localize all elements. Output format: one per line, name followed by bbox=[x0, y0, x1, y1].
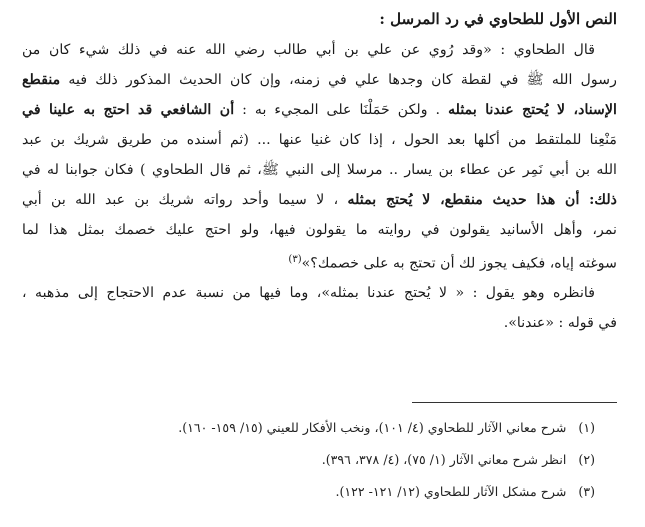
text-run: . ولكن حَمَلْنَا على المجيء به : bbox=[234, 102, 449, 118]
body-line-8 bbox=[288, 250, 617, 274]
bold-text-run: ذلك: bbox=[579, 192, 617, 208]
bold-text-run: منقطع bbox=[22, 72, 61, 88]
footnote-text: شرح معاني الآثار للطحاوي (٤/ ١٠١)، ونخب الأفكار للعيني (١٥/ ١٥٩- ١٦٠). bbox=[178, 420, 567, 435]
section-heading: النص الأول للطحاوي في رد المرسل : bbox=[379, 10, 617, 28]
bold-text-run: أن الشافعي قد احتج به علينا في bbox=[22, 102, 235, 118]
footnote-text: شرح مشكل الآثار للطحاوي (١٢/ ١٢١- ١٢٢). bbox=[335, 484, 567, 499]
footnote-2 bbox=[322, 452, 595, 467]
footnote-text: انظر شرح معاني الآثار (١/ ٧٥)، (٤/ ٣٧٨، ٣٩٦). bbox=[321, 452, 567, 467]
footnote-number: (٣) bbox=[578, 484, 595, 499]
body-line-10 bbox=[504, 313, 617, 333]
body-line-7 bbox=[22, 220, 617, 240]
text-run: رسول الله ﷺ في لقطة كان وجدها علي في زمنه، وإن كان الحديث المذكور ذلك فيه bbox=[60, 72, 617, 88]
body-line-2 bbox=[22, 70, 617, 90]
text-run: ، لا سيما وأحد رواته شريك بن عبد الله بن أبي bbox=[22, 192, 348, 208]
text-run: قال الطحاوي : «وقد رُوي عن علي بن أبي طالب رضي الله عنه في ذلك شيء كان من bbox=[22, 42, 595, 58]
text-run: فانظره وهو يقول : « لا يُحتج عندنا بمثله»، وما فيها من نسبة عدم الاحتجاج إلى مذهبه ، bbox=[22, 285, 595, 301]
footnote-marker: (٣) bbox=[288, 254, 302, 265]
text-run: مَنْعِنا للملتقط من أكلها بعد الحول ، إذا كان غنيا عنها ... (ثم أسنده من طريق شريك بن عبد bbox=[22, 132, 617, 148]
body-line-6 bbox=[22, 190, 617, 210]
text-run: في قوله : «عندنا». bbox=[503, 315, 617, 331]
body-line-9 bbox=[22, 283, 595, 303]
footnote-divider bbox=[412, 402, 617, 403]
bold-text-run: أن هذا حديث منقطع، لا يُحتج بمثله bbox=[347, 192, 580, 208]
text-run: الله بن أبي نَمِر عن عطاء بن يسار .. مرسلا إلى النبي ﷺ، ثم قال الطحاوي ) فكان جوابنا له في bbox=[22, 162, 617, 178]
bold-text-run: الإسناد، لا يُحتج عندنا بمثله bbox=[448, 102, 617, 118]
footnote-3 bbox=[335, 484, 595, 499]
text-run: سوغته إياه، فكيف يجوز لك أن تحتج به على خصمك؟» bbox=[301, 255, 617, 272]
footnote-number: (٢) bbox=[578, 452, 595, 467]
footnote-1 bbox=[178, 420, 595, 435]
body-line-1 bbox=[22, 40, 595, 60]
footnote-number: (١) bbox=[578, 420, 595, 435]
body-line-5 bbox=[22, 160, 617, 180]
body-line-3 bbox=[22, 100, 617, 120]
body-line-4 bbox=[22, 130, 617, 150]
text-run: نمر، وأهل الأسانيد يقولون في روايته ما يقولون فيها، ولو احتج عليك خصمك بمثل هذا لما bbox=[22, 222, 617, 238]
